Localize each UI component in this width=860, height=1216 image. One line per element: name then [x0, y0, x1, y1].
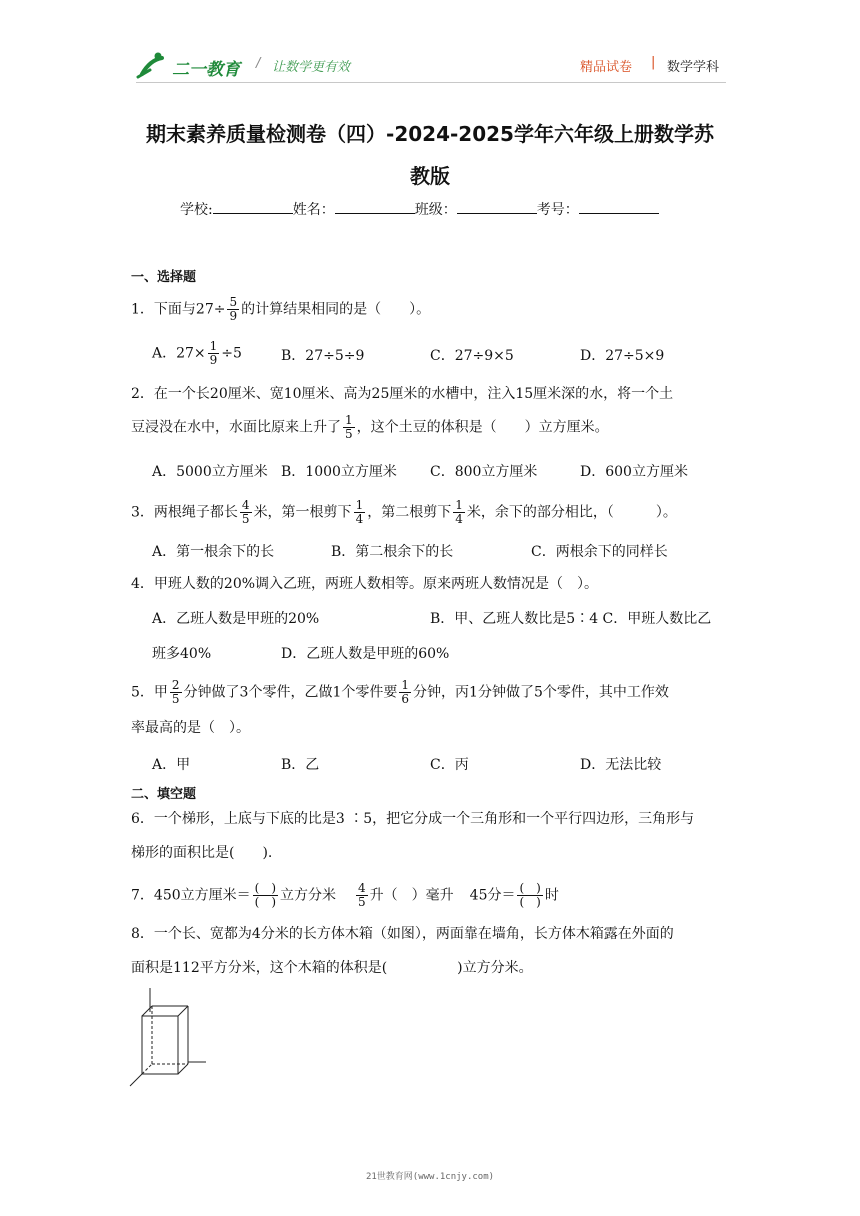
header-separator: / [256, 56, 261, 71]
q2-frac-denominator: 5 [345, 427, 353, 441]
q3-post: 米，余下的部分相比，（ ）。 [466, 504, 677, 521]
q2-line2-post: ，这个土豆的体积是（ ）立方厘米。 [356, 419, 609, 436]
question-1 [131, 296, 430, 323]
q5-f2-denominator: 6 [401, 692, 410, 706]
q7-part2: 立方分米 [280, 887, 337, 904]
q1-option-d[interactable]: D．27÷5×9 [580, 348, 665, 364]
runner-logo-icon [136, 50, 170, 80]
section-heading-fill: 二、填空题 [131, 787, 197, 802]
q1-opt-a-numerator: 1 [209, 339, 218, 353]
q1-option-a[interactable] [152, 340, 242, 367]
q7-blank-fraction-1[interactable] [253, 882, 278, 909]
q3-option-a[interactable]: A．第一根余下的长 [152, 544, 275, 560]
q7-fraction [356, 882, 368, 909]
q3-option-b[interactable]: B．第二根余下的长 [331, 544, 454, 560]
q2-option-b[interactable]: B．1000立方厘米 [281, 464, 397, 480]
q3-option-c[interactable]: C．两根余下的同样长 [531, 544, 668, 560]
header-badge: 精品试卷 [580, 60, 633, 75]
name-label: 姓名： [292, 202, 335, 218]
q7-frac-denominator: 5 [358, 895, 366, 909]
q1-option-c[interactable]: C．27÷9×5 [430, 348, 514, 364]
logo-text: 二一教育 [172, 60, 240, 80]
question-2-line2 [131, 414, 609, 441]
name-field[interactable] [335, 199, 415, 214]
q2-option-c[interactable]: C．800立方厘米 [430, 464, 538, 480]
q7-part1: 7．450立方厘米＝ [131, 887, 251, 904]
q5-fraction-1 [170, 679, 182, 706]
q1-frac-numerator: 5 [229, 295, 238, 309]
q3-fraction-3 [453, 499, 465, 526]
q1-opt-a-fraction [208, 340, 220, 367]
logo [136, 50, 246, 80]
q5-option-a[interactable]: A．甲 [152, 757, 191, 773]
q5-post: 分钟，丙1分钟做了5个零件，其中工作效 [413, 684, 669, 701]
class-label: 班级： [414, 202, 457, 218]
q2-line2-pre: 豆浸没在水中，水面比原来上升了 [131, 419, 341, 436]
cuboid-box-figure [128, 988, 210, 1090]
student-info-line [180, 199, 659, 219]
q5-fraction-2 [399, 679, 411, 706]
question-8-line1: 8．一个长、宽都为4分米的长方体木箱（如图），两面靠在墙角，长方体木箱露在外面的 [131, 926, 674, 942]
q5-mid: 分钟做了3个零件，乙做1个零件要 [183, 684, 398, 701]
q7-part4: 45分＝ [469, 887, 516, 904]
q1-fraction [227, 296, 239, 323]
q1-opt-a-post: ÷5 [221, 345, 242, 362]
q2-frac-numerator: 1 [345, 413, 353, 427]
q1-opt-a-denominator: 9 [209, 353, 218, 367]
q7-blank-fraction-2[interactable] [517, 882, 542, 909]
q4-option-d[interactable]: D．乙班人数是甲班的60% [281, 646, 450, 662]
question-4: 4．甲班人数的20%调入乙班，两班人数相等。原来两班人数情况是（ ）。 [131, 576, 599, 592]
page-footer: 21世教育网(www.1cnjy.com) [365, 1172, 495, 1182]
q7-blank-numerator-2: ( ) [519, 881, 541, 895]
q1-opt-a-pre: A．27× [152, 345, 206, 362]
q1-prefix: 1．下面与27÷ [131, 301, 226, 318]
q4-option-b-c[interactable]: B．甲、乙班人数比是5∶4 C．甲班人数比乙 [430, 611, 712, 627]
q2-option-a[interactable]: A．5000立方厘米 [152, 464, 268, 480]
q2-fraction [343, 414, 355, 441]
exam-no-label: 考号： [536, 202, 579, 218]
q3-fraction-1 [240, 499, 252, 526]
q3-f2-denominator: 4 [355, 512, 364, 526]
q3-mid2: ，第二根剪下 [367, 504, 452, 521]
header-subject: 数学学科 [667, 60, 720, 75]
q3-f2-numerator: 1 [355, 498, 364, 512]
q5-option-b[interactable]: B．乙 [281, 757, 320, 773]
class-field[interactable] [457, 199, 537, 214]
header-rule [136, 82, 726, 83]
q5-option-d[interactable]: D．无法比较 [580, 757, 662, 773]
q3-pre: 3．两根绳子都长 [131, 504, 238, 521]
q4-option-c-continued: 班多40% [152, 646, 212, 662]
q4-option-a[interactable]: A．乙班人数是甲班的20% [152, 611, 320, 627]
question-7 [131, 882, 559, 909]
q7-frac-numerator: 4 [358, 881, 366, 895]
q1-suffix: 的计算结果相同的是（ ）。 [241, 301, 431, 318]
page-title-line1: 期末素养质量检测卷（四）-2024-2025学年六年级上册数学苏 [146, 122, 714, 146]
q7-blank-denominator-2: ( ) [519, 895, 541, 909]
q1-option-b[interactable]: B．27÷5÷9 [281, 348, 365, 364]
question-2-line1: 2．在一个长20厘米、宽10厘米、高为25厘米的水槽中，注入15厘米深的水，将一个土 [131, 386, 674, 402]
q5-f1-denominator: 5 [171, 692, 180, 706]
q3-f3-denominator: 4 [455, 512, 463, 526]
header-divider: | [651, 55, 656, 70]
question-5-line1 [131, 679, 669, 706]
q2-option-d[interactable]: D．600立方厘米 [580, 464, 688, 480]
q3-fraction-2 [354, 499, 366, 526]
question-6-line1: 6．一个梯形，上底与下底的比是3 ∶5，把它分成一个三角形和一个平行四边形，三角形与 [131, 811, 695, 827]
header-slogan: 让数学更有效 [272, 60, 351, 75]
q5-f1-numerator: 2 [171, 678, 180, 692]
q3-f1-numerator: 4 [241, 498, 250, 512]
q3-f1-denominator: 5 [241, 512, 250, 526]
section-heading-choice: 一、选择题 [131, 270, 197, 285]
q3-f3-numerator: 1 [455, 498, 463, 512]
q7-part3: 升（ ）毫升 [369, 887, 454, 904]
question-5-line2: 率最高的是（ ）。 [131, 720, 250, 736]
q3-mid1: 米，第一根剪下 [253, 504, 352, 521]
q1-frac-denominator: 9 [229, 309, 238, 323]
q5-option-c[interactable]: C．丙 [430, 757, 469, 773]
exam-no-field[interactable] [579, 199, 659, 214]
q5-pre: 5．甲 [131, 684, 168, 701]
question-8-line2: 面积是112平方分米，这个木箱的体积是( )立方分米。 [131, 960, 533, 976]
school-field[interactable] [213, 199, 293, 214]
q5-f2-numerator: 1 [401, 678, 410, 692]
page-title-line2: 教版 [410, 164, 450, 188]
q7-blank-denominator-1: ( ) [254, 895, 277, 909]
q7-part5: 时 [544, 887, 559, 904]
question-3 [131, 499, 677, 526]
school-label: 学校: [180, 202, 213, 218]
q7-blank-numerator-1: ( ) [254, 881, 277, 895]
question-6-line2: 梯形的面积比是( ). [131, 845, 273, 861]
